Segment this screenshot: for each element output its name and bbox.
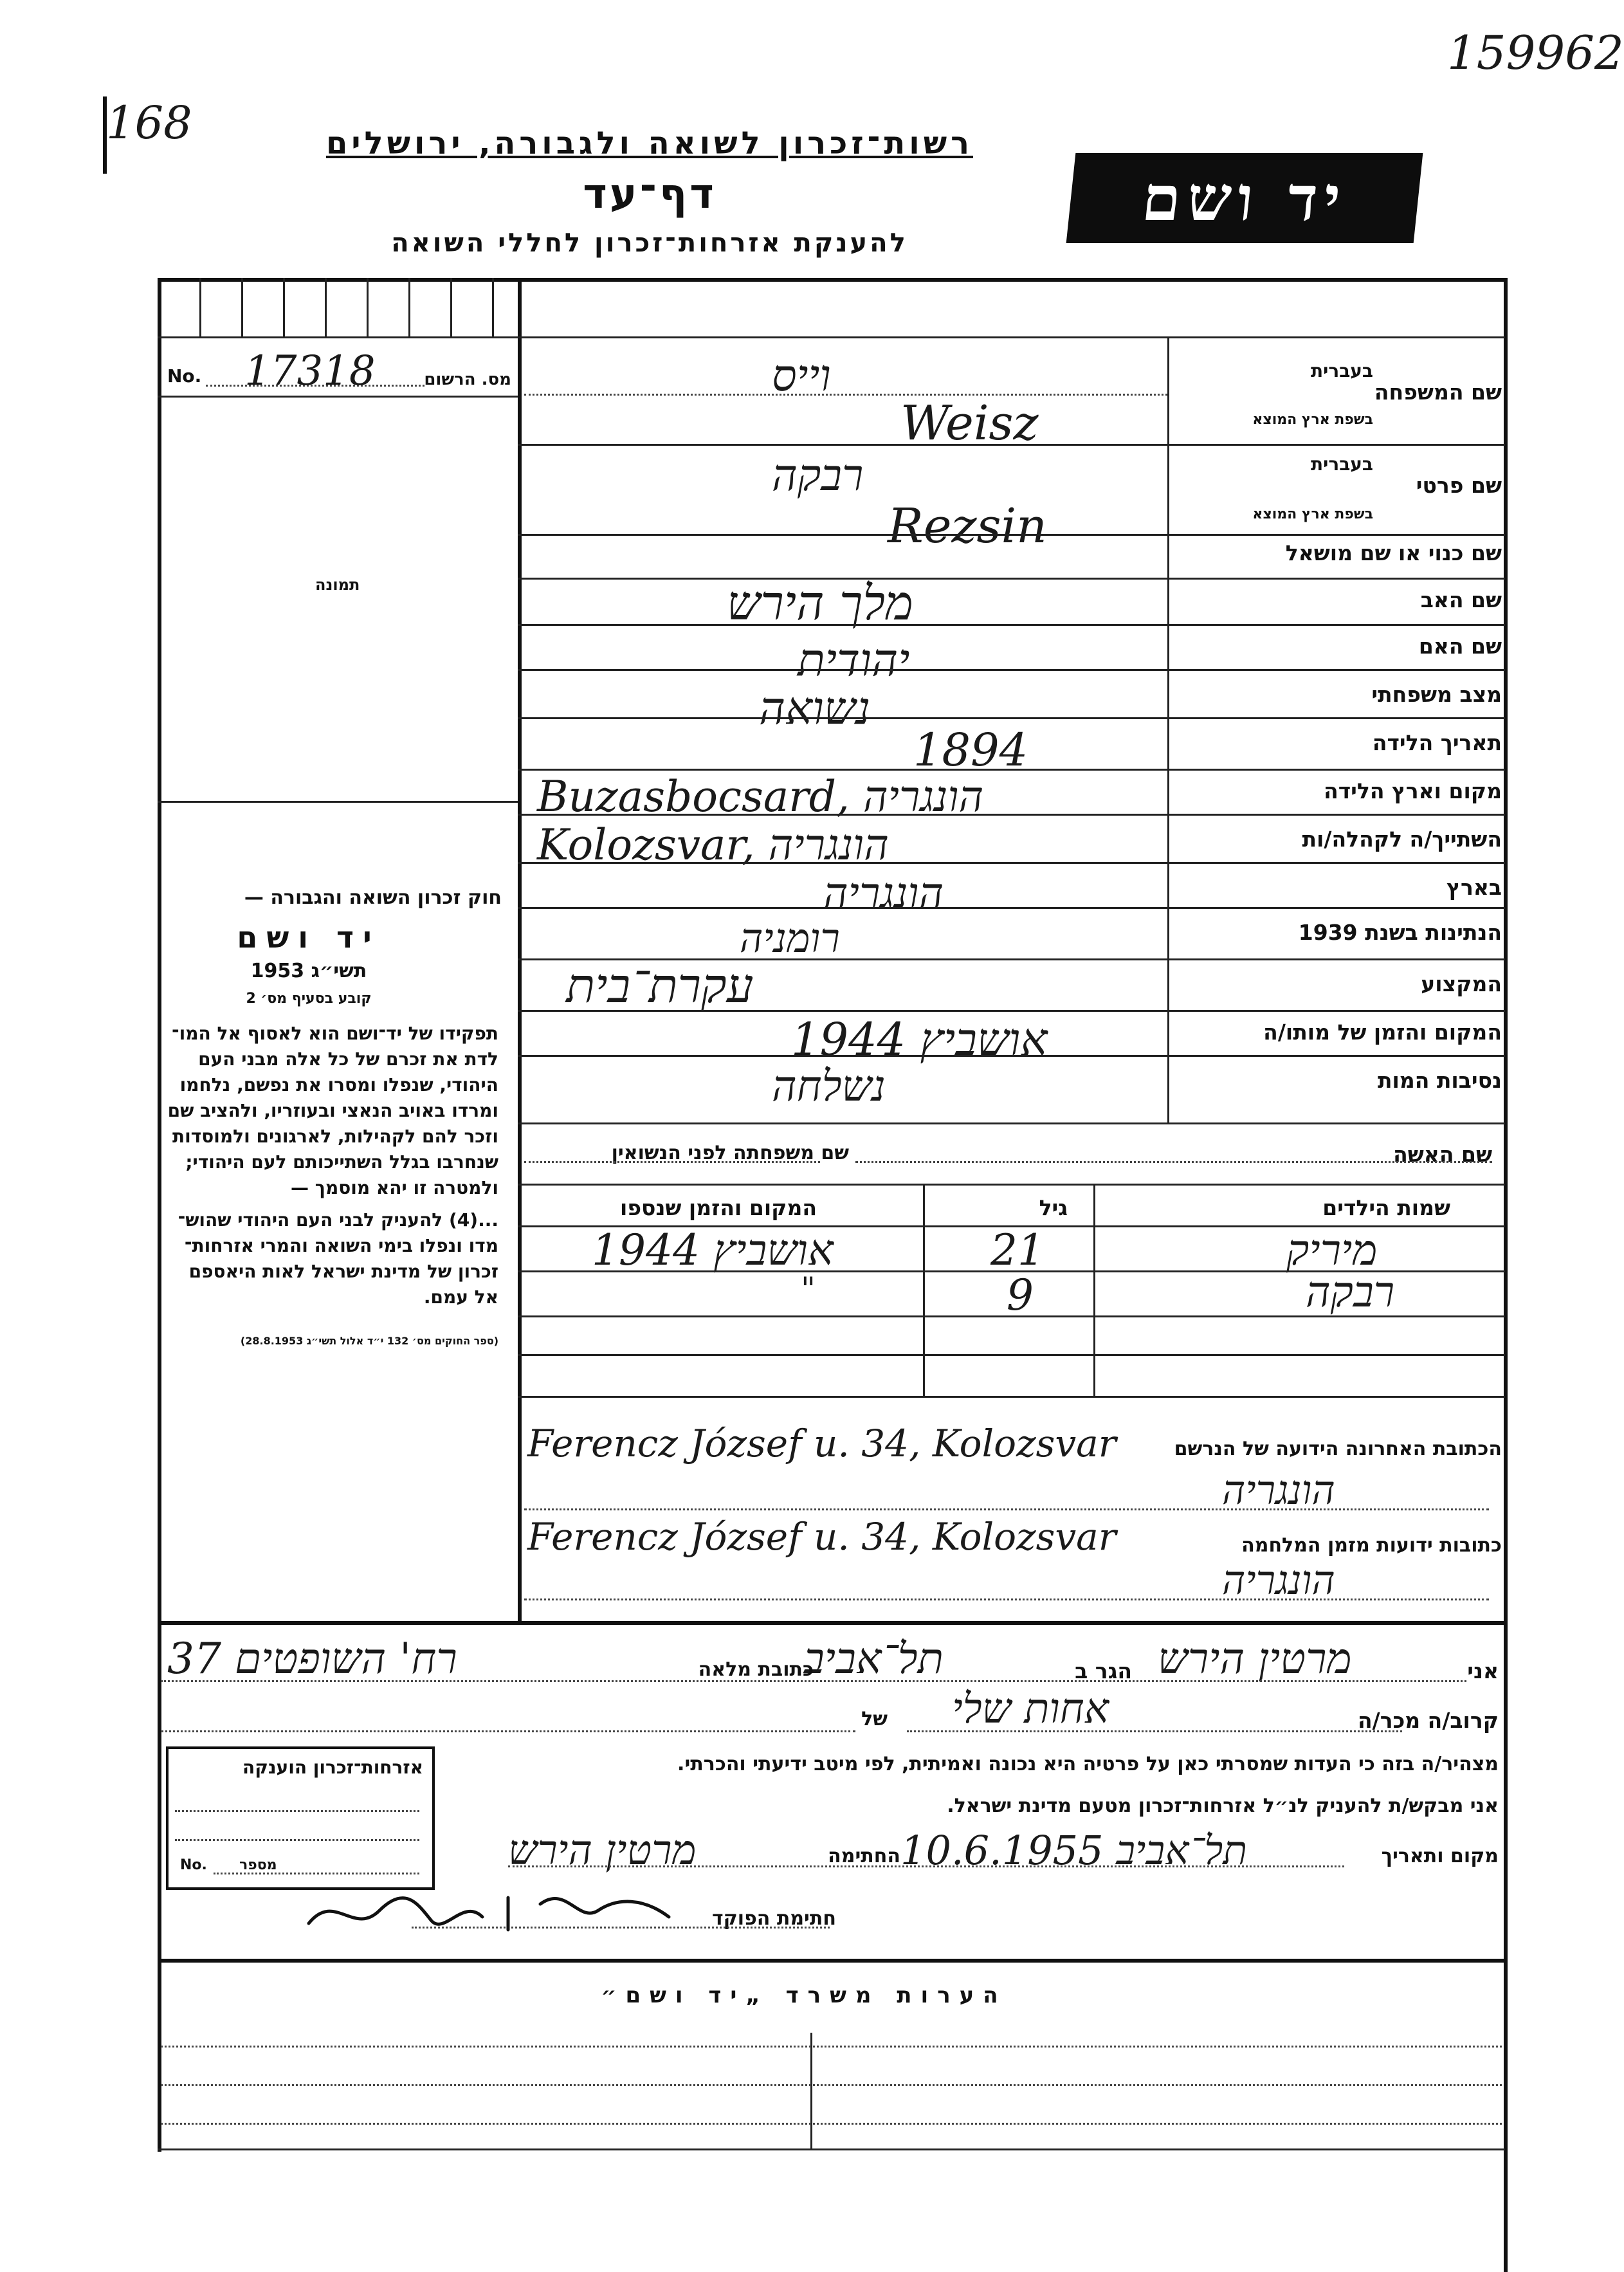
tick-box: [241, 278, 243, 336]
field-label-occupation: המקצוע: [1421, 971, 1502, 996]
declarant-i-label: אני: [1467, 1658, 1499, 1683]
relation: אחות שלי: [952, 1685, 1109, 1733]
children-col-place: המקום והזמן שנספו: [620, 1195, 817, 1220]
field-label-birth-place: מקום וארץ הלידה: [1324, 778, 1502, 803]
death-place-time: אושביץ 1944: [791, 1013, 1048, 1066]
law-line: ...(4) להעניק לבני העם היהודי שהוש־: [178, 1209, 498, 1231]
dots: [161, 2123, 1502, 2125]
field-label-death-circumstances: נסיבות המות: [1377, 1068, 1502, 1093]
row-line: [518, 578, 1505, 580]
tag-hebrew: בעברית: [1310, 360, 1373, 381]
child-age: 9: [1007, 1270, 1034, 1320]
citizenship-box-title: אזרחות־זכרון הוענקה: [242, 1757, 423, 1778]
row-line: [518, 814, 1505, 816]
law-name: יד ושם: [237, 920, 381, 955]
form-subtitle: להענקת אזרחות־זכרון לחללי השואה: [391, 228, 908, 258]
row-line: [518, 717, 1505, 719]
family-name-hebrew: וייס: [772, 351, 831, 401]
archive-number: 159962: [1447, 26, 1624, 80]
field-label-family-name: שם המשפחה: [1374, 380, 1502, 405]
col-divider: [923, 1184, 925, 1396]
tag-origin-language: בשפת ארץ המוצא: [1252, 506, 1373, 522]
place-date: תל־אביב 10.6.1955: [900, 1827, 1248, 1874]
resides-label: הגר ב: [1075, 1658, 1132, 1683]
country: הונגריה: [823, 868, 944, 918]
registration-no-prefix: No.: [167, 365, 202, 387]
dots: [161, 1730, 855, 1732]
row-line: [518, 534, 1505, 536]
field-label-marital-status: מצב משפחתי: [1371, 682, 1502, 707]
law-line: שנחרבו בגלל השתייכותם לעם היהודי;: [185, 1151, 498, 1173]
of-label: של: [861, 1708, 888, 1730]
officer-signature-label: חתימת הפוקד: [712, 1907, 836, 1930]
dots: [508, 1865, 1344, 1867]
law-line: תפקידו של יד־ושם הוא לאסוף אל המו־: [172, 1023, 498, 1044]
citizenship-granted-box: [166, 1746, 435, 1890]
row-line: [518, 1055, 1505, 1057]
child-place: אושביץ 1944: [592, 1225, 834, 1275]
col-divider: [1093, 1184, 1095, 1396]
statement-truth: מצהיר/ה בזה כי העדות שמסרתי כאן על פרטיה היא נכונה ואמיתית, לפי מיטב ידיעתי והכרתי.: [677, 1753, 1499, 1775]
dots: [855, 1161, 1492, 1163]
header-row-line: [158, 336, 1505, 338]
row-line: [518, 862, 1505, 864]
war-address-label: כתובות ידועות מזמן המלחמה: [1241, 1534, 1502, 1557]
row-line: [518, 907, 1505, 909]
registration-number: 17318: [244, 347, 376, 395]
tick-box: [408, 278, 410, 336]
birth-date: 1894: [913, 724, 1028, 776]
row-line: [518, 1315, 1505, 1317]
relative-label: קרוב/ה מכר/ה: [1358, 1708, 1499, 1733]
margin-mark: [103, 96, 107, 174]
law-line: מדו ונפלו בימי השואה והמרי אזרחות־: [184, 1235, 498, 1256]
frame-left: [158, 278, 161, 2060]
war-address: Ferencz József u. 34, Kolozsvar: [527, 1515, 1117, 1559]
death-circumstances: נשלחה: [772, 1061, 886, 1111]
dots: [175, 1810, 419, 1812]
declarant-name: מרטין הירש: [1158, 1634, 1352, 1683]
tick-box: [283, 278, 285, 336]
law-clause: קובע בסעיף מס׳ 2: [246, 991, 372, 1007]
tag-hebrew: בעברית: [1310, 453, 1373, 475]
dots: [524, 394, 1167, 396]
declarant-signature: מרטין הירש: [508, 1827, 697, 1874]
law-year: תשי״ג 1953: [250, 960, 367, 982]
frame-top: [158, 278, 1505, 282]
signature-label: החתימה: [828, 1845, 900, 1867]
field-label-mother-name: שם האם: [1418, 634, 1502, 659]
label-column-divider: [1167, 336, 1169, 1122]
law-line: לדת את זכרם של כל אלה מבני העם: [198, 1049, 498, 1070]
office-notes-title: הערות משרד „יד ושם״: [601, 1983, 1007, 2008]
first-name-hebrew: רבקה: [772, 450, 864, 501]
row-line: [518, 1354, 1505, 1356]
law-title: חוק זכרון השואה והגבורה —: [244, 886, 502, 909]
law-line: ולמטרה זו יהא מוסמך —: [291, 1177, 498, 1198]
section-line: [158, 1959, 1505, 1963]
child-age: 21: [990, 1225, 1045, 1275]
children-col-name: שמות הילדים: [1322, 1195, 1450, 1220]
row-line: [518, 1010, 1505, 1012]
row-line: [518, 444, 1505, 446]
citizenship-number-label: מספר: [239, 1857, 277, 1873]
authority-title: רשות־זכרון לשואה ולגבורה, ירושלים: [325, 125, 974, 161]
dots: [214, 1873, 419, 1874]
declarant-address: רח' השופטים 37: [167, 1634, 457, 1683]
tick-box: [199, 278, 201, 336]
law-source: (ספר החוקים מס׳ 132 י״ד אלול תשי״ג 28.8.1953): [240, 1335, 498, 1347]
row-line: [518, 1184, 1505, 1186]
field-label-country: בארץ: [1446, 875, 1502, 900]
field-label-wife: שם האשה: [1393, 1142, 1492, 1167]
occupation: עקרת־בית: [566, 958, 754, 1014]
children-col-age: גיל: [1039, 1195, 1068, 1220]
law-line: אל עמם.: [423, 1287, 498, 1308]
tick-box: [367, 278, 369, 336]
row-line: [518, 769, 1505, 771]
frame-right: [1504, 278, 1508, 2272]
field-label-death-place-time: המקום והזמן של מותו/ה: [1263, 1020, 1502, 1045]
logo-text: יד ושם: [1138, 161, 1351, 235]
child-place: ": [801, 1270, 816, 1308]
dots: [907, 1730, 1402, 1732]
dots: [524, 1599, 1489, 1600]
law-line: וזכר להם לקהילות, לארגונים ולמוסדות: [172, 1126, 498, 1147]
declarant-city: תל־אביב: [804, 1634, 944, 1683]
field-label-citizenship-1939: הנתינות בשנת 1939: [1298, 920, 1502, 945]
last-address-country: הונגריה: [1222, 1467, 1335, 1514]
dots: [175, 1839, 419, 1841]
tick-box: [492, 278, 494, 336]
field-label-nickname: שם כנוי או שם מושאל: [1285, 540, 1502, 565]
child-name: מיריק: [1286, 1225, 1378, 1275]
section-line: [158, 1621, 1505, 1625]
yad-vashem-logo: [1066, 153, 1423, 243]
tick-box: [325, 278, 327, 336]
dots: [161, 2046, 1502, 2048]
marital-status: נשואה: [759, 682, 871, 735]
full-address-label: כתובת מלאה: [698, 1658, 814, 1681]
place-date-label: מקום ותאריך: [1381, 1845, 1499, 1867]
dots: [161, 1680, 1466, 1682]
notes-divider: [810, 2033, 812, 2148]
row-line: [518, 1122, 1505, 1124]
dots: [161, 2084, 1502, 2086]
birth-place: Buzasbocsard, הונגריה: [537, 772, 984, 821]
community: Kolozsvar, הונגריה: [537, 820, 889, 870]
field-label-birth-date: תאריך הלידה: [1372, 730, 1502, 755]
last-address: Ferencz József u. 34, Kolozsvar: [527, 1422, 1117, 1465]
row-line: [518, 669, 1505, 671]
field-label-community: השתייך/ה לקהלה/ות: [1302, 827, 1502, 852]
handwritten-page-mark: 168: [106, 96, 192, 149]
form-title: דף־עד: [583, 170, 716, 218]
law-line: היהודי, שנפלו ומסרו את נפשם, נלחמו: [179, 1074, 498, 1095]
field-label-wife-maiden: שם משפחתה לפני הנשואין: [611, 1142, 849, 1164]
family-name-origin: Weisz: [900, 396, 1039, 451]
first-name-origin: Rezsin: [888, 499, 1047, 554]
field-label-first-name: שם פרטי: [1416, 473, 1502, 498]
photo-label: תמונה: [315, 576, 360, 594]
photo-bottom-line: [158, 801, 518, 803]
mother-name: יהודית: [798, 634, 910, 686]
row-line: [518, 624, 1505, 626]
frame-divider: [518, 278, 522, 1622]
last-address-label: הכתובת האחרונה הידועה של הנרשם: [1174, 1438, 1502, 1460]
law-line: ומרדו באויב הנאצי ובעוזריו, ולהציב שם: [167, 1100, 498, 1121]
statement-request: אני מבקש/ת להעניק לנ״ל אזרחות־זכרון מטעם מדינת ישראל.: [947, 1795, 1499, 1817]
row-line: [518, 1396, 1505, 1398]
citizenship-no-prefix: No.: [180, 1857, 207, 1873]
registration-label: מס. הרשום: [424, 370, 511, 389]
dots: [524, 1508, 1489, 1510]
child-name: רבקה: [1306, 1267, 1395, 1317]
field-label-father-name: שם האב: [1420, 587, 1502, 612]
war-address-country: הונגריה: [1222, 1557, 1335, 1604]
registration-line: [158, 396, 518, 398]
law-line: זכרון של מדינת ישראל לאות היאספם: [188, 1261, 498, 1282]
dots: [524, 1161, 820, 1163]
father-name: מלך הירש: [727, 576, 913, 631]
tag-origin-language: בשפת ארץ המוצא: [1252, 412, 1373, 428]
notes-bottom-line: [158, 2148, 1505, 2150]
citizenship-1939: רומניה: [740, 915, 840, 962]
tick-box: [450, 278, 452, 336]
